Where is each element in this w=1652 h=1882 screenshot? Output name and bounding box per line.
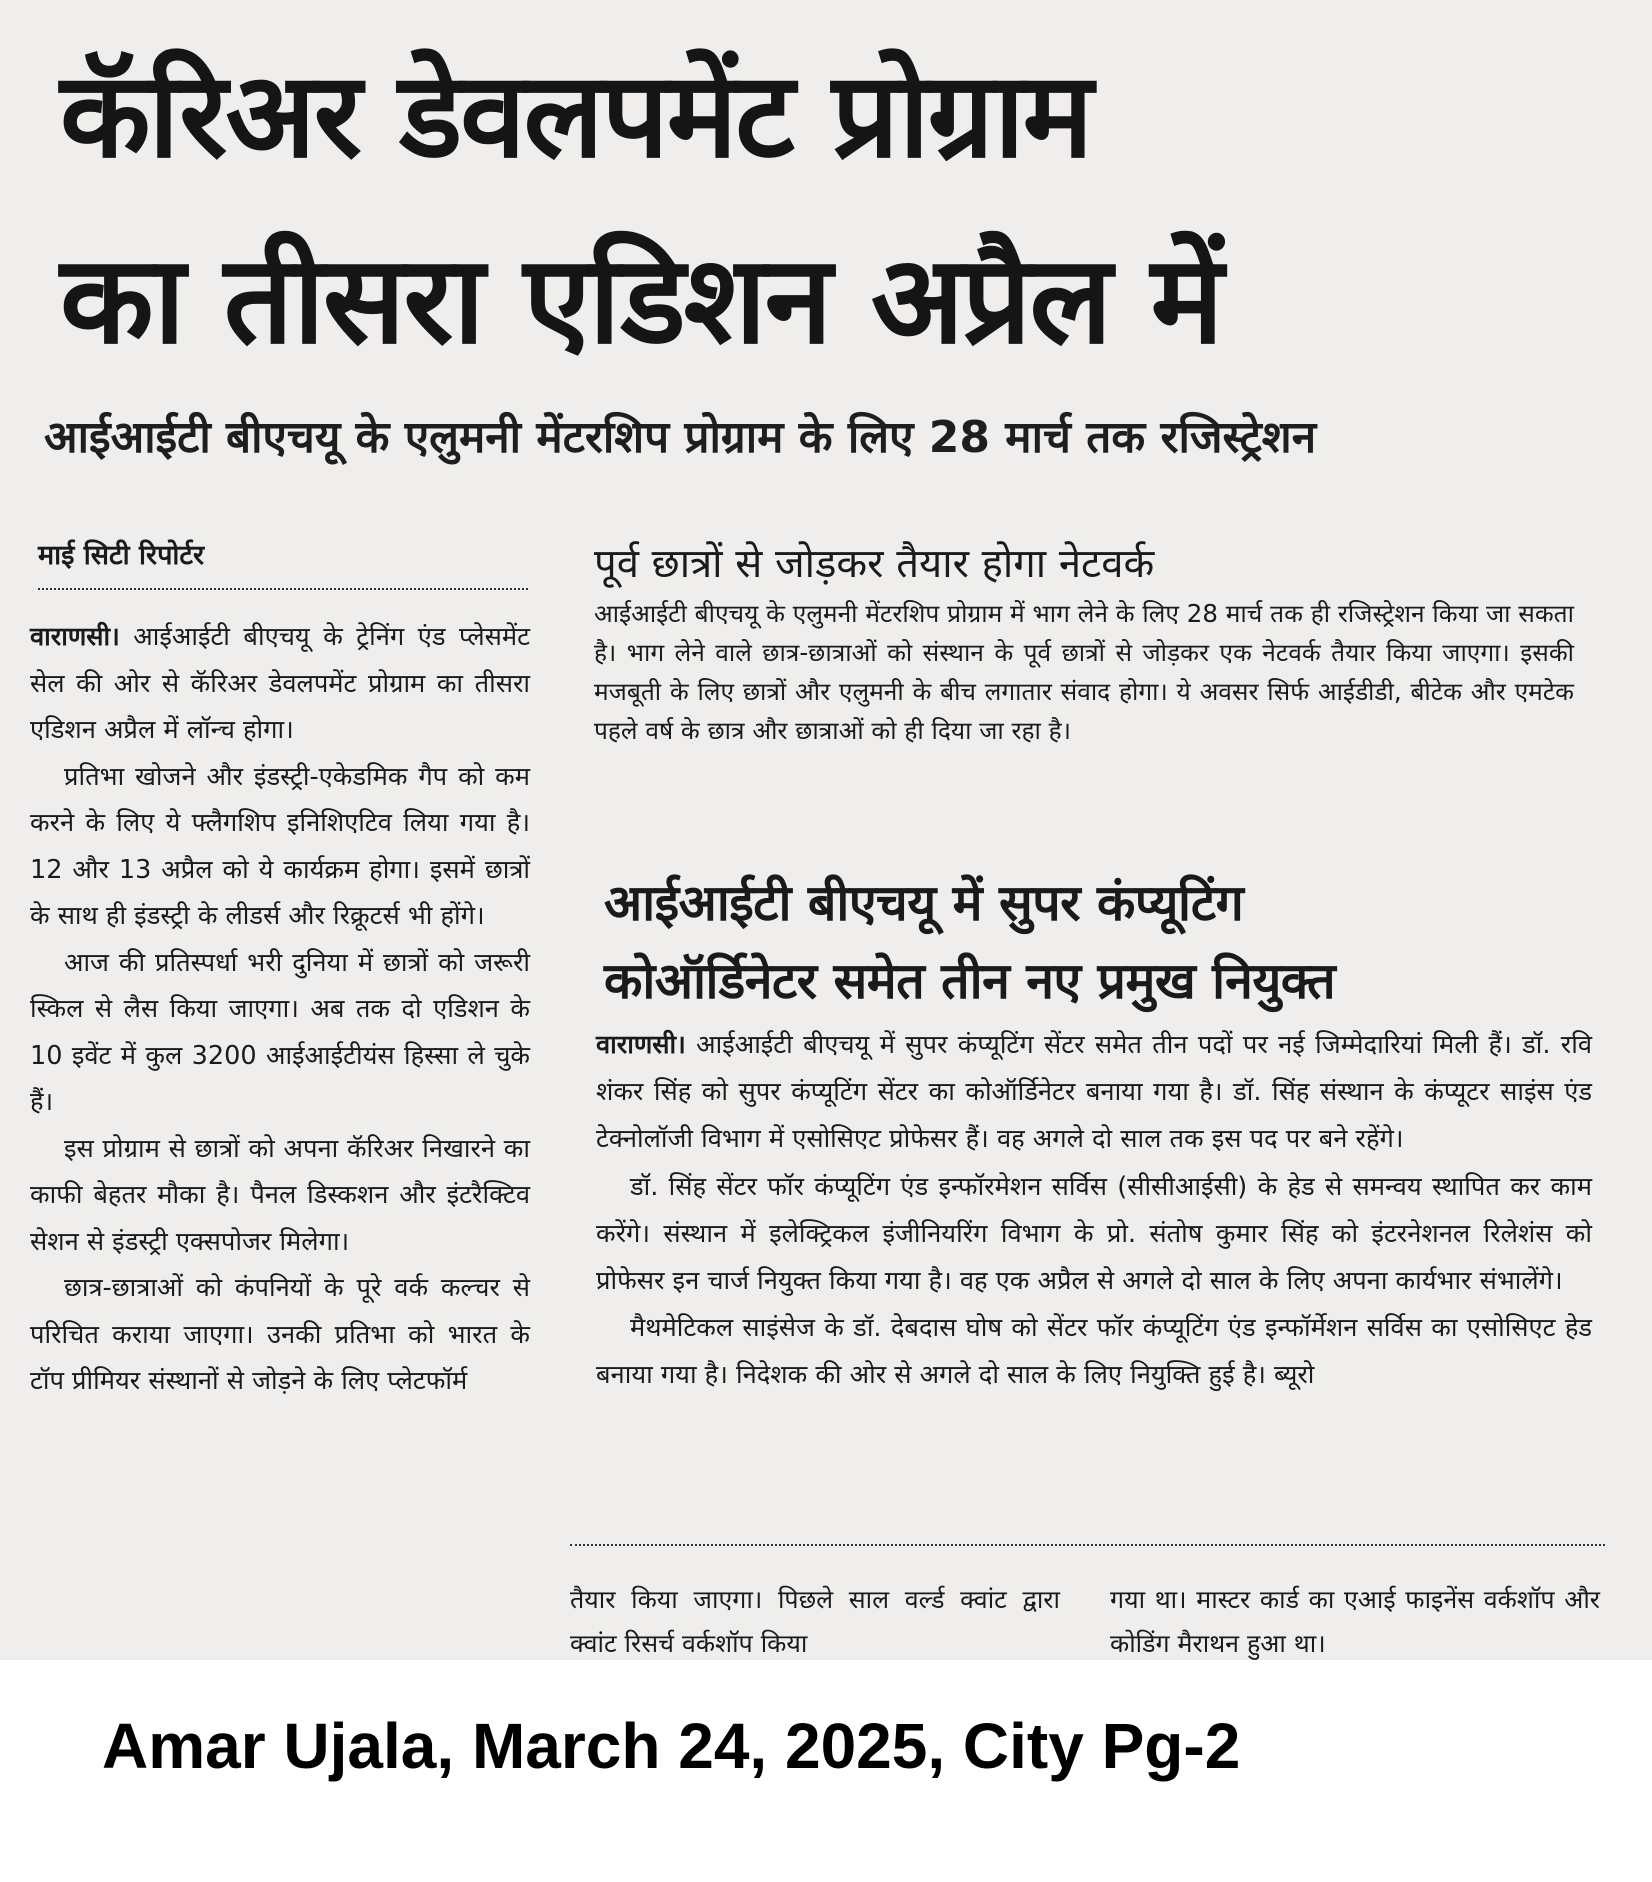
main-story-place: वाराणसी। — [30, 622, 120, 652]
story2-body — [596, 1022, 1592, 1400]
continuation-divider — [570, 1544, 1605, 1546]
sidebox-paragraph: आईआईटी बीएचयू के एलुमनी मेंटरशिप प्रोग्राम में भाग लेने के लिए 28 मार्च तक ही रजिस्ट्रेशन किया जा सकता है। भाग लेने वाले छात्र-छात्राओं को संस्थान के पूर्व छात्रों से जोड़कर एक नेटवर्क तैयार किया जाएगा। इसकी मजबूती के लिए छात्रों और एलुमनी के बीच लगातार संवाद होगा। ये अवसर सिर्फ आईडीडी, बीटेक और एमटेक पहले वर्ष के छात्र और छात्राओं को ही दिया जा रहा है। — [594, 599, 1574, 745]
story2-para-2: डॉ. सिंह सेंटर फॉर कंप्यूटिंग एंड इन्फॉरमेशन सर्विस (सीसीआईसी) के हेड से समन्वय स्थापित कर काम करेंगे। संस्थान में इलेक्ट्रिकल इंजीनियरिंग विभाग के प्रो. संतोष कुमार सिंह को इंटरनेशनल रिलेशंस को प्रोफेसर इन चार्ज नियुक्त किया गया है। वह एक अप्रैल से अगले दो साल के लिए अपना कार्यभार संभालेंगे। — [596, 1171, 1592, 1297]
story2-place: वाराणसी। — [596, 1030, 686, 1060]
main-story-para-1-text: आईआईटी बीएचयू के ट्रेनिंग एंड प्लेसमेंट सेल की ओर से कॅरिअर डेवलपमेंट प्रोग्राम का तीसरा एडिशन अप्रैल में लॉन्च होगा। — [30, 622, 530, 745]
subheadline: आईआईटी बीएचयू के एलुमनी मेंटरशिप प्रोग्राम के लिए 28 मार्च तक रजिस्ट्रेशन — [44, 412, 1317, 463]
sidebox-text — [594, 594, 1574, 750]
main-story-para-4: इस प्रोग्राम से छात्रों को अपना कॅरिअर निखारने का काफी बेहतर मौका है। पैनल डिस्कशन और इंटरैक्टिव सेशन से इंडस्ट्री एक्सपोजर मिलेगा। — [30, 1133, 530, 1257]
headline-line-2: का तीसरा एडिशन अप्रैल में — [60, 229, 1222, 371]
main-story-column — [30, 614, 530, 1405]
main-story-para-3: आज की प्रतिस्पर्धा भरी दुनिया में छात्रों को जरूरी स्किल से लैस किया जाएगा। अब तक दो एडिशन के 10 इवेंट में कुल 3200 आईआईटीयंस हिस्सा ले चुके हैं। — [30, 947, 530, 1117]
story2-title-line-1: आईआईटी बीएचयू में सुपर कंप्यूटिंग — [604, 874, 1244, 932]
headline-line-1: कॅरिअर डेवलपमेंट प्रोग्राम — [60, 46, 1092, 184]
story2-title-line-2: कोऑर्डिनेटर समेत तीन नए प्रमुख नियुक्त — [604, 952, 1336, 1010]
main-story-para-1 — [30, 614, 530, 754]
story2-para-1-text: आईआईटी बीएचयू में सुपर कंप्यूटिंग सेंटर समेत तीन पदों पर नई जिम्मेदारियां मिली हैं। डॉ. रवि शंकर सिंह को सुपर कंप्यूटिंग सेंटर का कोऑर्डिनेटर बनाया गया है। डॉ. सिंह संस्थान के कंप्यूटर साइंस एंड टेक्नोलॉजी विभाग में एसोसिएट प्रोफेसर हैं। वह अगले दो साल तक इस पद पर बने रहेंगे। — [596, 1030, 1593, 1155]
story2-para-3: मैथमेटिकल साइंसेज के डॉ. देबदास घोष को सेंटर फॉर कंप्यूटिंग एंड इन्फॉर्मेशन सर्विस का एसोसिएट हेड बनाया गया है। निदेशक की ओर से अगले दो साल के लिए नियुक्ति हुई है। ब्यूरो — [596, 1313, 1592, 1391]
source-caption: Amar Ujala, March 24, 2025, City Pg-2 — [102, 1710, 1241, 1782]
byline: माई सिटी रिपोर्टर — [38, 540, 205, 571]
main-story-continuation-1: तैयार किया जाएगा। पिछले साल वर्ल्ड क्वांट द्वारा क्वांट रिसर्च वर्कशॉप किया — [570, 1585, 1060, 1658]
story2-para-1 — [596, 1022, 1592, 1164]
main-story-para-5: छात्र-छात्राओं को कंपनियों के पूरे वर्क कल्चर से परिचित कराया जाएगा। उनकी प्रतिभा को भारत के टॉप प्रीमियर संस्थानों से जोड़ने के लिए प्लेटफॉर्म — [30, 1273, 530, 1396]
sidebox-title: पूर्व छात्रों से जोड़कर तैयार होगा नेटवर्क — [594, 541, 1155, 587]
main-story-para-2: प्रतिभा खोजने और इंडस्ट्री-एकेडमिक गैप को कम करने के लिए ये फ्लैगशिप इनिशिएटिव लिया गया है। 12 और 13 अप्रैल को ये कार्यक्रम होगा। इसमें छात्रों के साथ ही इंडस्ट्री के लीडर्स और रिक्रूटर्स भी होंगे। — [30, 761, 530, 931]
byline-divider — [38, 588, 528, 590]
main-story-continuation-2: गया था। मास्टर कार्ड का एआई फाइनेंस वर्कशॉप और कोडिंग मैराथन हुआ था। — [1110, 1585, 1600, 1658]
